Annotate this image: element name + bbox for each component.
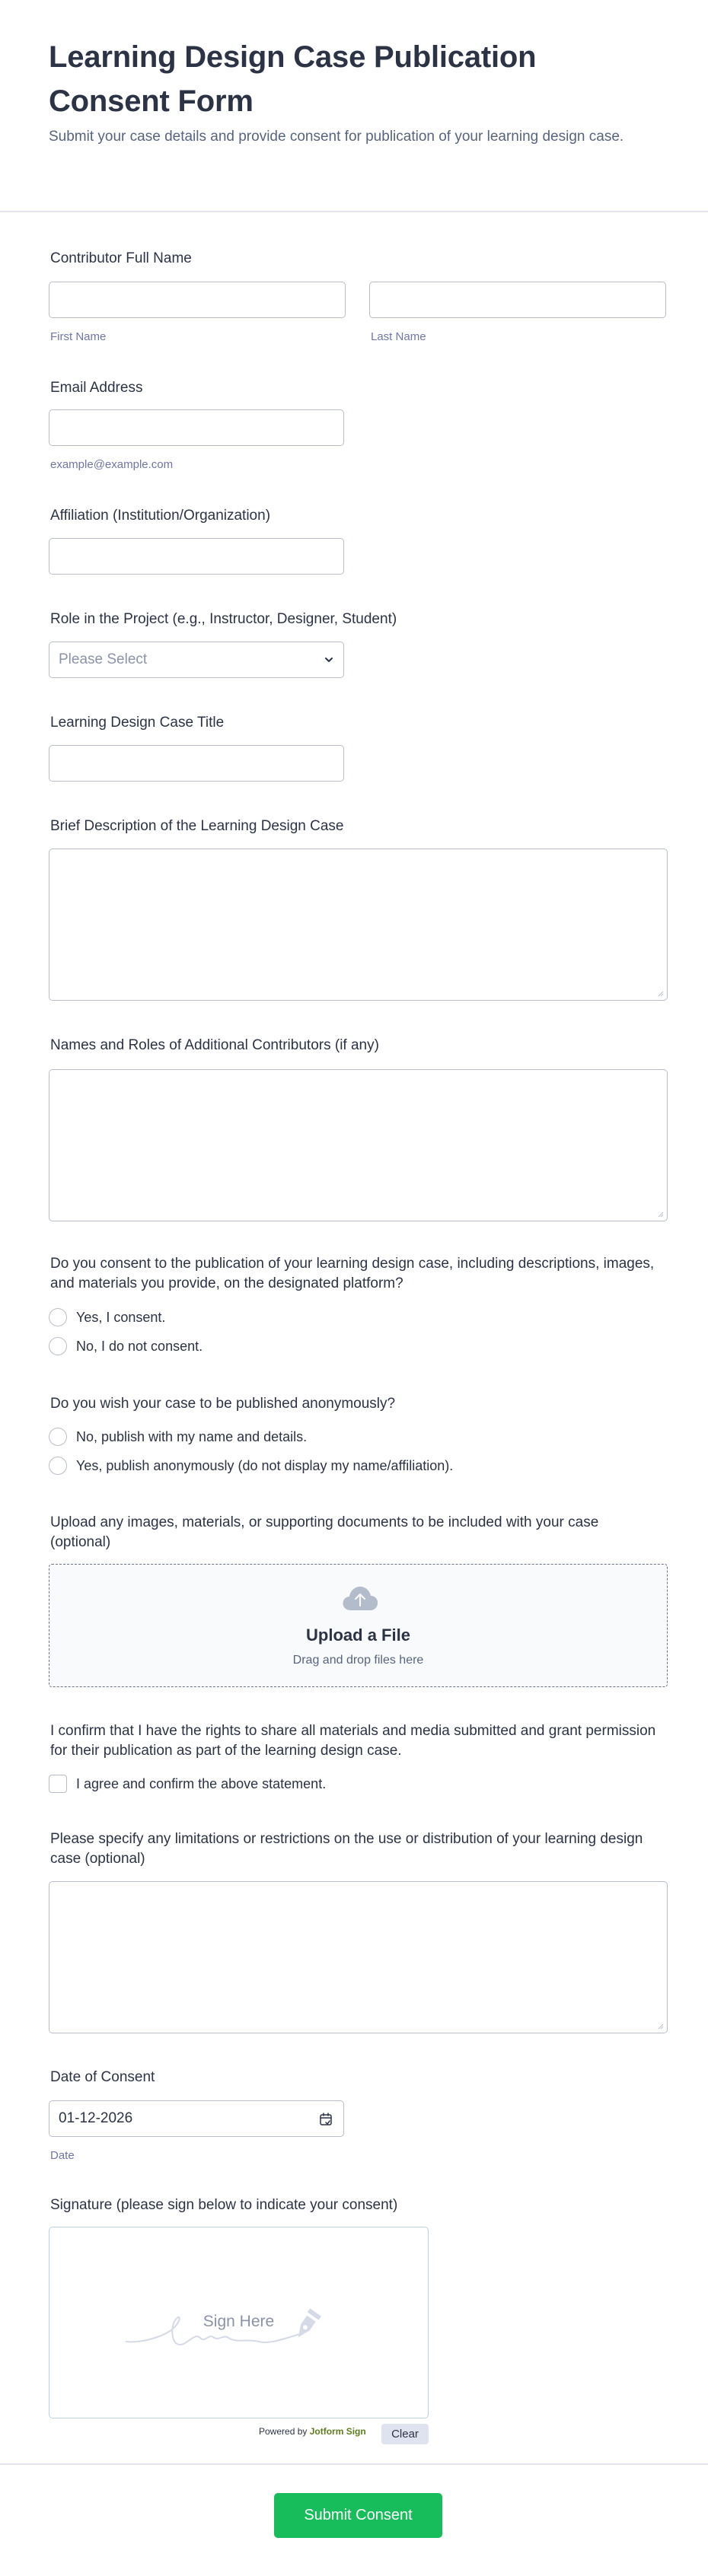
consent-yes-label[interactable]: Yes, I consent. bbox=[76, 1310, 166, 1325]
submit-button[interactable]: Submit Consent bbox=[274, 2493, 442, 2538]
chevron-down-icon bbox=[324, 654, 334, 665]
additional-contributors-label: Names and Roles of Additional Contributors (if any) bbox=[50, 1037, 379, 1053]
affiliation-input[interactable] bbox=[49, 538, 344, 575]
anonymous-yes-radio[interactable] bbox=[49, 1457, 67, 1475]
powered-by-text bbox=[259, 2426, 366, 2437]
rights-checkbox[interactable] bbox=[49, 1775, 67, 1793]
signature-placeholder: Sign Here bbox=[203, 2313, 275, 2330]
form-subtitle: Submit your case details and provide consent for publication of your learning design case. bbox=[49, 129, 624, 145]
description-textarea[interactable] bbox=[49, 849, 668, 1001]
consent-no-label[interactable]: No, I do not consent. bbox=[76, 1339, 203, 1354]
email-input[interactable] bbox=[49, 409, 344, 446]
date-sublabel: Date bbox=[50, 2149, 75, 2162]
form-title-line1: Learning Design Case Publication bbox=[49, 40, 537, 74]
limitations-textarea[interactable] bbox=[49, 1881, 668, 2033]
consent-label: Do you consent to the publication of your learning design case, including descriptions, images, and materials you provide, on the designated platform? bbox=[50, 1256, 655, 1291]
role-select-value: Please Select bbox=[59, 651, 148, 667]
signature-pad[interactable] bbox=[49, 2227, 429, 2418]
upload-title: Upload a File bbox=[306, 1626, 410, 1645]
email-sublabel: example@example.com bbox=[50, 458, 174, 471]
consent-yes-radio[interactable] bbox=[49, 1308, 67, 1326]
anonymous-no-label[interactable]: No, publish with my name and details. bbox=[76, 1429, 308, 1444]
upload-label: Upload any images, materials, or supporting documents to be included with your case (optional) bbox=[50, 1514, 599, 1550]
last-name-input[interactable] bbox=[369, 282, 666, 318]
calendar-icon[interactable] bbox=[318, 2112, 333, 2127]
powered-by-prefix: Powered by bbox=[259, 2426, 310, 2437]
role-label: Role in the Project (e.g., Instructor, Designer, Student) bbox=[50, 611, 397, 627]
jotform-sign-link[interactable]: Jotform Sign bbox=[309, 2426, 366, 2437]
limitations-label: Please specify any limitations or restrictions on the use or distribution of your learning design case (optional) bbox=[50, 1831, 643, 1867]
resize-handle-icon[interactable] bbox=[656, 1210, 664, 1218]
role-select[interactable] bbox=[49, 642, 344, 678]
date-input[interactable] bbox=[49, 2100, 344, 2137]
date-value: 01-12-2026 bbox=[59, 2110, 133, 2126]
last-name-sublabel: Last Name bbox=[371, 330, 426, 343]
form-title bbox=[49, 35, 658, 123]
case-title-label: Learning Design Case Title bbox=[50, 715, 225, 731]
upload-subtitle: Drag and drop files here bbox=[292, 1654, 424, 1667]
date-label: Date of Consent bbox=[50, 2069, 155, 2085]
header-divider bbox=[0, 211, 708, 212]
rights-checkbox-label[interactable]: I agree and confirm the above statement. bbox=[76, 1776, 327, 1791]
cloud-upload-icon bbox=[340, 1583, 380, 1613]
full-name-label: Contributor Full Name bbox=[50, 250, 192, 266]
anonymous-label: Do you wish your case to be published anonymously? bbox=[50, 1396, 396, 1412]
additional-contributors-textarea[interactable] bbox=[49, 1069, 668, 1221]
clear-signature-button[interactable]: Clear bbox=[381, 2424, 429, 2444]
resize-handle-icon[interactable] bbox=[656, 989, 664, 997]
description-label: Brief Description of the Learning Design Case bbox=[50, 818, 344, 834]
case-title-input[interactable] bbox=[49, 745, 344, 782]
rights-label: I confirm that I have the rights to share all materials and media submitted and grant permission for their publication as part of the learning design case. bbox=[50, 1723, 656, 1759]
form-title-line2: Consent Form bbox=[49, 84, 254, 118]
first-name-sublabel: First Name bbox=[50, 330, 107, 343]
anonymous-yes-label[interactable]: Yes, publish anonymously (do not display my name/affiliation). bbox=[76, 1458, 454, 1473]
footer-divider bbox=[0, 2463, 708, 2465]
affiliation-label: Affiliation (Institution/Organization) bbox=[50, 508, 271, 524]
consent-no-radio[interactable] bbox=[49, 1337, 67, 1355]
first-name-input[interactable] bbox=[49, 282, 346, 318]
resize-handle-icon[interactable] bbox=[656, 2022, 664, 2030]
email-label: Email Address bbox=[50, 380, 143, 396]
anonymous-no-radio[interactable] bbox=[49, 1428, 67, 1446]
file-upload-dropzone[interactable] bbox=[49, 1564, 668, 1687]
signature-label: Signature (please sign below to indicate your consent) bbox=[50, 2197, 398, 2213]
